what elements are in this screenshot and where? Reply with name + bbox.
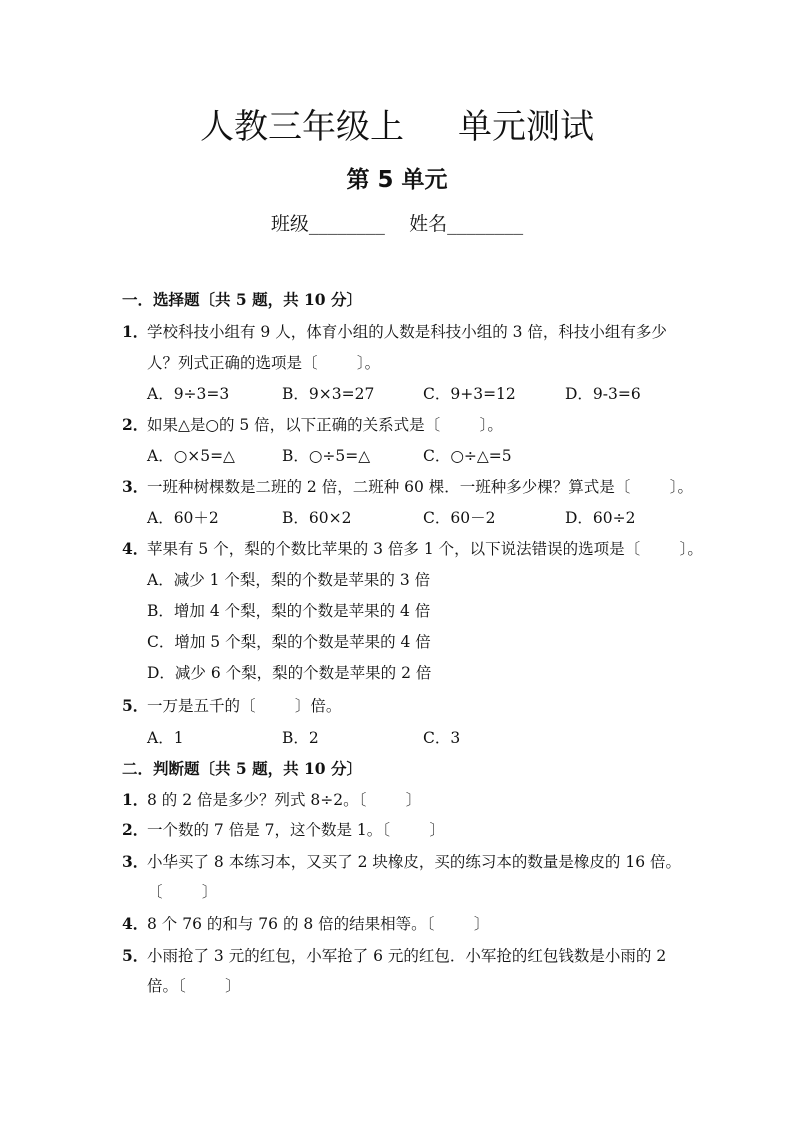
options-row [147, 444, 707, 468]
question-text: 如果△是○的 5 倍，以下正确的关系式是〔 〕。 [147, 416, 503, 434]
option: A．○×5=△ [147, 447, 235, 465]
option: B．2 [282, 729, 319, 747]
question-number: 2． [122, 820, 149, 839]
option: A．减少 1 个梨，梨的个数是苹果的 3 倍 [147, 571, 431, 589]
option: C．9+3=12 [423, 385, 516, 403]
options-row [147, 382, 707, 406]
question-number: 2． [122, 415, 149, 434]
question-text-continued: 人？列式正确的选项是〔 〕。 [147, 354, 381, 372]
question-text: 小雨抢了 3 元的红包，小军抢了 6 元的红包．小军抢的红包钱数是小雨的 2 [147, 947, 667, 965]
question-number: 4． [122, 914, 149, 933]
option: D．减少 6 个梨，梨的个数是苹果的 2 倍 [147, 664, 432, 682]
option: C．增加 5 个梨，梨的个数是苹果的 4 倍 [147, 633, 431, 651]
section-heading-choice: 一．选择题〔共 5 题，共 10 分〕 [122, 290, 362, 309]
question-number: 3． [122, 852, 149, 871]
option: B．增加 4 个梨，梨的个数是苹果的 4 倍 [147, 602, 431, 620]
page-title: 人教三年级上 单元测试 [199, 107, 595, 147]
student-info: 班级________ 姓名________ [270, 213, 524, 235]
option: C．3 [423, 729, 461, 747]
option: D．60÷2 [565, 509, 636, 527]
question-number: 3． [122, 477, 149, 496]
option: C．○÷△=5 [423, 447, 512, 465]
option: B．9×3=27 [282, 385, 375, 403]
question-text: 一个数的 7 倍是 7，这个数是 1。〔 〕 [147, 821, 445, 839]
question-text: 一万是五千的〔 〕倍。 [147, 697, 342, 715]
question-text: 小华买了 8 本练习本，又买了 2 块橡皮，买的练习本的数量是橡皮的 16 倍。 [147, 853, 682, 871]
unit-title: 第 5 单元 [346, 167, 448, 193]
question-number: 5． [122, 696, 149, 715]
question-text: 8 的 2 倍是多少？列式 8÷2。〔 〕 [147, 791, 422, 809]
question-text: 一班种树棵数是二班的 2 倍，二班种 60 棵．一班种多少棵？算式是〔 〕。 [147, 478, 693, 496]
question-text-continued: 〔 〕 [147, 883, 218, 901]
question-number: 1． [122, 322, 149, 341]
question-number: 4． [122, 539, 149, 558]
option: A．9÷3=3 [147, 385, 230, 403]
option: A．1 [147, 729, 184, 747]
question-number: 1． [122, 790, 149, 809]
question-number: 5． [122, 946, 149, 965]
question-text-continued: 倍。〔 〕 [147, 977, 241, 995]
option: D．9-3=6 [565, 385, 641, 403]
section-heading-judgement: 二．判断题〔共 5 题，共 10 分〕 [122, 759, 362, 778]
option: C．60－2 [423, 509, 496, 527]
option: A．60＋2 [147, 509, 219, 527]
options-row [147, 726, 707, 750]
question-text: 8 个 76 的和与 76 的 8 倍的结果相等。〔 〕 [147, 915, 490, 933]
question-text: 学校科技小组有 9 人，体育小组的人数是科技小组的 3 倍，科技小组有多少 [147, 323, 667, 341]
option: B．60×2 [282, 509, 352, 527]
option: B．○÷5=△ [282, 447, 371, 465]
question-text: 苹果有 5 个，梨的个数比苹果的 3 倍多 1 个，以下说法错误的选项是〔 〕。 [147, 540, 703, 558]
options-row [147, 506, 707, 530]
